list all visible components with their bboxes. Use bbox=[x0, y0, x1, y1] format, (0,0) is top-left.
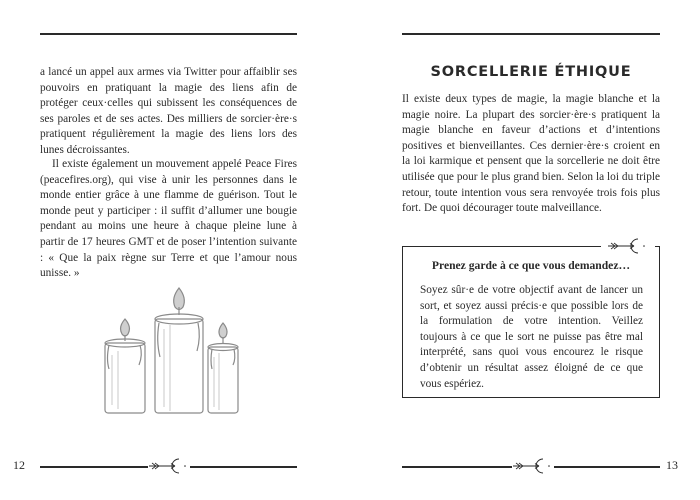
top-rule bbox=[40, 33, 297, 35]
page-number: 13 bbox=[666, 458, 678, 472]
right-page bbox=[350, 0, 700, 500]
section-title: SORCELLERIE ÉTHIQUE bbox=[430, 64, 632, 80]
callout-text: Soyez sûr·e de votre objectif avant de lancer un sort, et soyez aussi précis·e que possible lors de la formulation de votre intention. Veillez toujours à ce que le sort ne puisse pas être mal interprété, sans quoi vous encourez le risque d’obtenir un résultat assez éloigné de ce que vous espériez. bbox=[420, 284, 643, 390]
callout-box bbox=[402, 246, 660, 398]
callout-title: Prenez garde à ce que vous demandez… bbox=[431, 259, 631, 272]
body-paragraph: Il existe deux types de magie, la magie blanche et la magie noire. La plupart des sorcier·ère·s pratiquent la magie blanche en faveur d’actions et d’intentions positives et bienveillantes. Ces dernier·ère·s croient en la loi karmique et pensent que la sorcellerie ne doit être utilisée que pour le plus grand bien. Selon la loi du triple retour, toute intention vous sera renvoyée trois fois plus fort. De quoi décourager toute malveillance. bbox=[402, 93, 660, 215]
arrow-crescent-moon-icon bbox=[601, 236, 655, 256]
footer-rule bbox=[402, 466, 512, 468]
footer-rule bbox=[554, 466, 660, 468]
body-paragraph: a lancé un appel aux armes via Twitter pour affaiblir ses pouvoirs en pratiquant la magie des liens afin de protéger ceux·celles qui subissent les conséquences de ses paroles et de ses actes. Des milliers de sorcier·ère·s pratiquent régulièrement la magie des liens lors des lunes décroissantes. bbox=[40, 66, 297, 156]
footer-rule bbox=[190, 466, 297, 468]
arrow-crescent-moon-icon bbox=[149, 457, 189, 475]
arrow-crescent-moon-icon bbox=[513, 457, 553, 475]
footer-rule bbox=[40, 466, 148, 468]
candles-illustration bbox=[100, 285, 242, 417]
body-paragraph: Il existe également un mouvement appelé Peace Fires (peacefires.org), qui vise à unir les personnes dans le monde entier grâce à une flamme de guérison. Tout le monde peut y participer : il suffit d’allumer une bougie pendant au moins une heure à chaque pleine lune à partir de 17 heures GMT et de poser l’intention suivante : « Que la paix règne sur Terre et que l’amour nous unisse. » bbox=[40, 158, 297, 280]
page-number: 12 bbox=[13, 458, 25, 472]
top-rule bbox=[402, 33, 660, 35]
